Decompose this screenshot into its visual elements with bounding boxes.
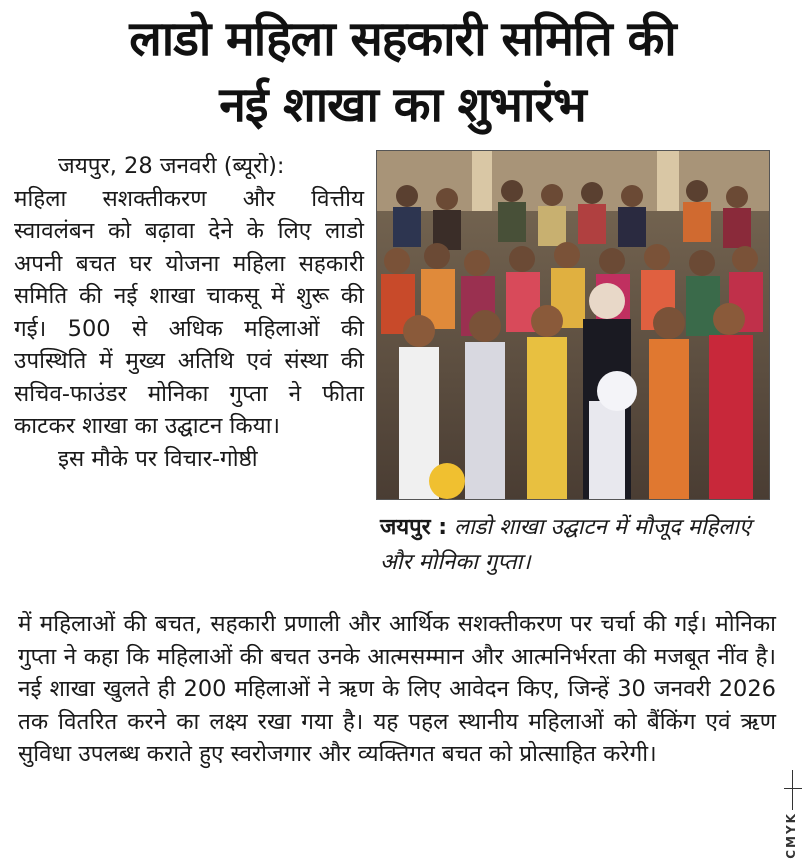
photo-caption <box>380 510 780 580</box>
registration-cross <box>784 788 802 789</box>
headline-line-2: नई शाखा का शुभारंभ <box>219 77 586 133</box>
dateline: जयपुर, 28 जनवरी (ब्यूरो): <box>58 153 285 179</box>
headline <box>0 6 805 138</box>
caption-text: लाडो शाखा उद्घाटन में मौजूद महिलाएं और मोनिका गुप्ता। <box>380 515 752 575</box>
article-paragraph-1: महिला सशक्तीकरण और वित्तीय स्वावलंबन को बढ़ावा देने के लिए लाडो अपनी बचत घर योजना महिला सहकारी समिति की नई शाखा चाकसू में शुरू की गई। 500 से अधिक महिलाओं की उपस्थिति में मुख्य अतिथि एवं संस्था की सचिव-फाउंडर मोनिका गुप्ता ने फीता काटकर शाखा का उद्घाटन किया। <box>14 185 364 439</box>
cmyk-label: CMYK <box>784 812 798 859</box>
article-paragraph-2-rest: में महिलाओं की बचत, सहकारी प्रणाली और आर्थिक सशक्तीकरण पर चर्चा की गई। मोनिका गुप्ता ने कहा कि महिलाओं की बचत उनके आत्मसम्मान और आत्मनिर्भरता की मजबूत नींव है। नई शाखा खुलते ही 200 महिलाओं ने ऋण के लिए आवेदन किए, जिन्हें 30 जनवरी 2026 तक वितरित करने का लक्ष्य रखा गया है। यह पहल स्थानीय महिलाओं को बैंकिंग एवं ऋण सुविधा उपलब्ध कराते हुए स्वरोजगार और व्यक्तिगत बचत को प्रोत्साहित करेगी। <box>18 611 776 767</box>
article-left-column <box>14 150 364 475</box>
headline-line-1: लाडो महिला सहकारी समिति की <box>129 11 676 67</box>
group-photo-illustration <box>377 151 769 499</box>
registration-line <box>792 770 793 810</box>
print-color-mark <box>782 770 802 868</box>
article-full-width <box>18 608 776 771</box>
article-paragraph-2-start: इस मौके पर विचार-गोष्ठी <box>58 445 258 472</box>
caption-place: जयपुर : <box>380 515 448 540</box>
news-photo <box>376 150 770 500</box>
